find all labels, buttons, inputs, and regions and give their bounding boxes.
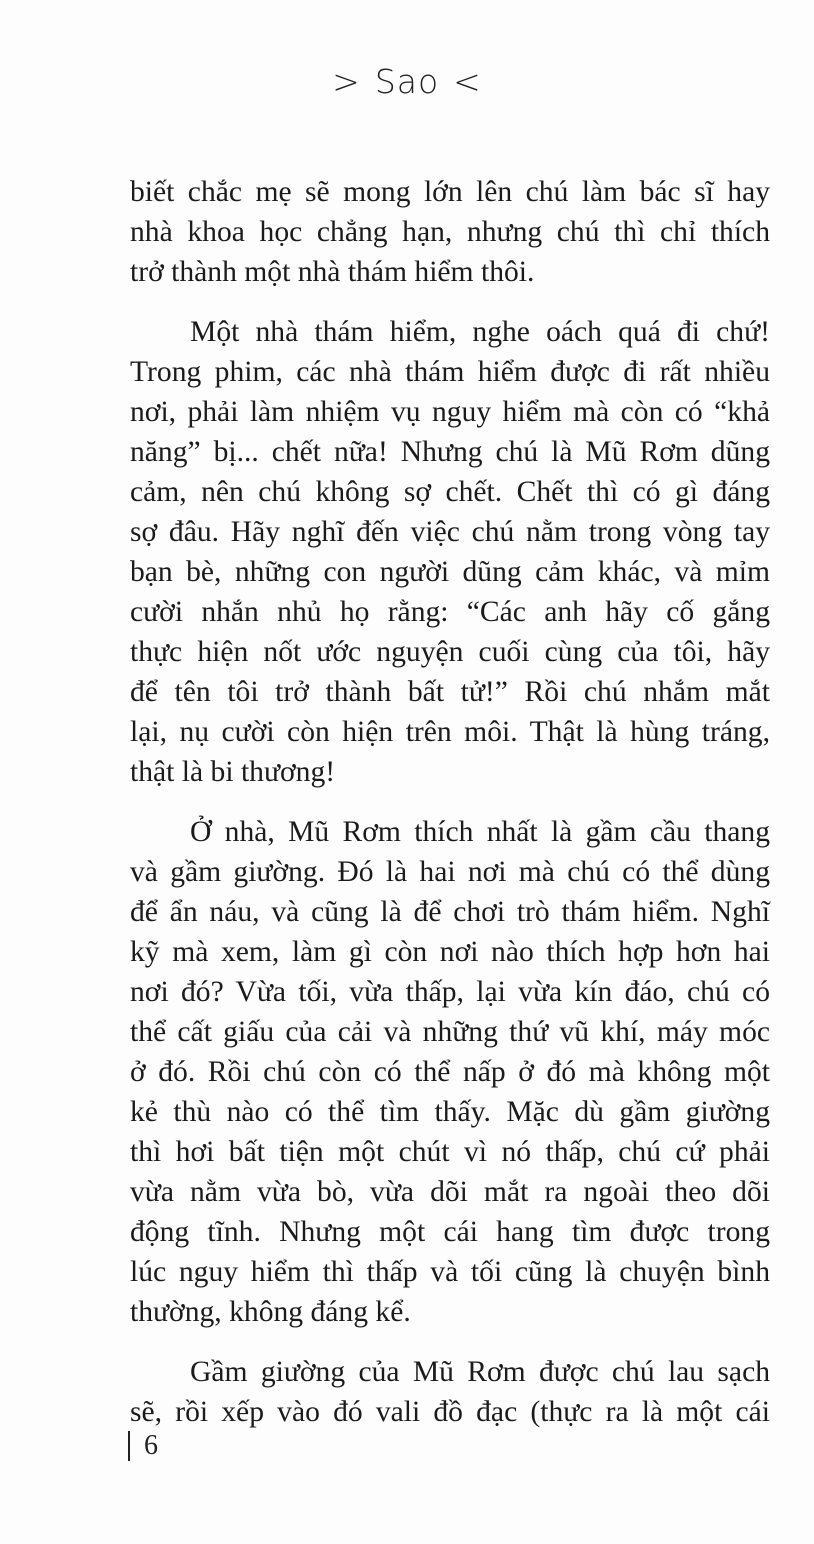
text-line: sẽ, rồi xếp vào đó vali đồ đạc (thực ra là một cái xyxy=(130,1396,770,1428)
text-line: Gầm giường của Mũ Rơm được chú lau sạch xyxy=(190,1356,770,1388)
text-line: và gầm giường. Đó là hai nơi mà chú có thể dùng xyxy=(130,856,770,888)
text-line: để ẩn náu, và cũng là để chơi trò thám hiểm. Nghĩ xyxy=(130,896,770,928)
page-folio xyxy=(128,1430,158,1462)
paragraph-3 xyxy=(130,812,770,1332)
text-line: lại, nụ cười còn hiện trên môi. Thật là hùng tráng, xyxy=(130,716,770,748)
text-line: Một nhà thám hiểm, nghe oách quá đi chứ! xyxy=(190,316,770,348)
paragraph-1 xyxy=(130,172,770,292)
text-line: nhà khoa học chẳng hạn, nhưng chú thì chỉ thích xyxy=(130,216,770,248)
page-number: 6 xyxy=(144,1430,158,1461)
text-line: năng” bị... chết nữa! Nhưng chú là Mũ Rơm dũng xyxy=(130,436,770,468)
text-line: thực hiện nốt ước nguyện cuối cùng của tôi, hãy xyxy=(130,636,770,668)
text-line: sợ đâu. Hãy nghĩ đến việc chú nằm trong vòng tay xyxy=(130,516,770,548)
header-left-mark: > xyxy=(332,62,361,101)
text-line: cảm, nên chú không sợ chết. Chết thì có gì đáng xyxy=(130,476,770,508)
text-line: Trong phim, các nhà thám hiểm được đi rất nhiều xyxy=(130,356,770,388)
text-line: thật là bi thương! xyxy=(130,756,336,788)
text-line: thì hơi bất tiện một chút vì nó thấp, chú cứ phải xyxy=(130,1136,770,1168)
text-line: kỹ mà xem, làm gì còn nơi nào thích hợp hơn hai xyxy=(130,936,770,968)
header-title: Sao xyxy=(374,62,440,101)
body-text xyxy=(130,172,770,1432)
text-line: để tên tôi trở thành bất tử!” Rồi chú nhắm mắt xyxy=(130,676,770,708)
text-line: động tĩnh. Nhưng một cái hang tìm được trong xyxy=(130,1216,770,1248)
text-line: Ở nhà, Mũ Rơm thích nhất là gầm cầu thang xyxy=(190,816,770,848)
text-line: thể cất giấu của cải và những thứ vũ khí, máy móc xyxy=(130,1016,770,1048)
text-line: bạn bè, những con người dũng cảm khác, và mỉm xyxy=(130,556,770,588)
text-line: biết chắc mẹ sẽ mong lớn lên chú làm bác sĩ hay xyxy=(130,176,770,208)
running-header xyxy=(0,62,814,101)
header-right-mark: < xyxy=(453,62,482,101)
text-line: nơi, phải làm nhiệm vụ nguy hiểm mà còn có “khả xyxy=(130,396,770,428)
text-line: thường, không đáng kể. xyxy=(130,1296,411,1328)
text-line: lúc nguy hiểm thì thấp và tối cũng là chuyện bình xyxy=(130,1256,770,1288)
text-line: nơi đó? Vừa tối, vừa thấp, lại vừa kín đáo, chú có xyxy=(130,976,770,1008)
text-line: kẻ thù nào có thể tìm thấy. Mặc dù gầm giường xyxy=(130,1096,770,1128)
text-line: cười nhắn nhủ họ rằng: “Các anh hãy cố gắng xyxy=(130,596,770,628)
text-line: trở thành một nhà thám hiểm thôi. xyxy=(130,256,535,288)
paragraph-4 xyxy=(130,1352,770,1432)
text-line: vừa nằm vừa bò, vừa dõi mắt ra ngoài theo dõi xyxy=(130,1176,770,1208)
text-line: ở đó. Rồi chú còn có thể nấp ở đó mà không một xyxy=(130,1056,770,1088)
paragraph-2 xyxy=(130,312,770,792)
folio-rule xyxy=(128,1431,130,1461)
